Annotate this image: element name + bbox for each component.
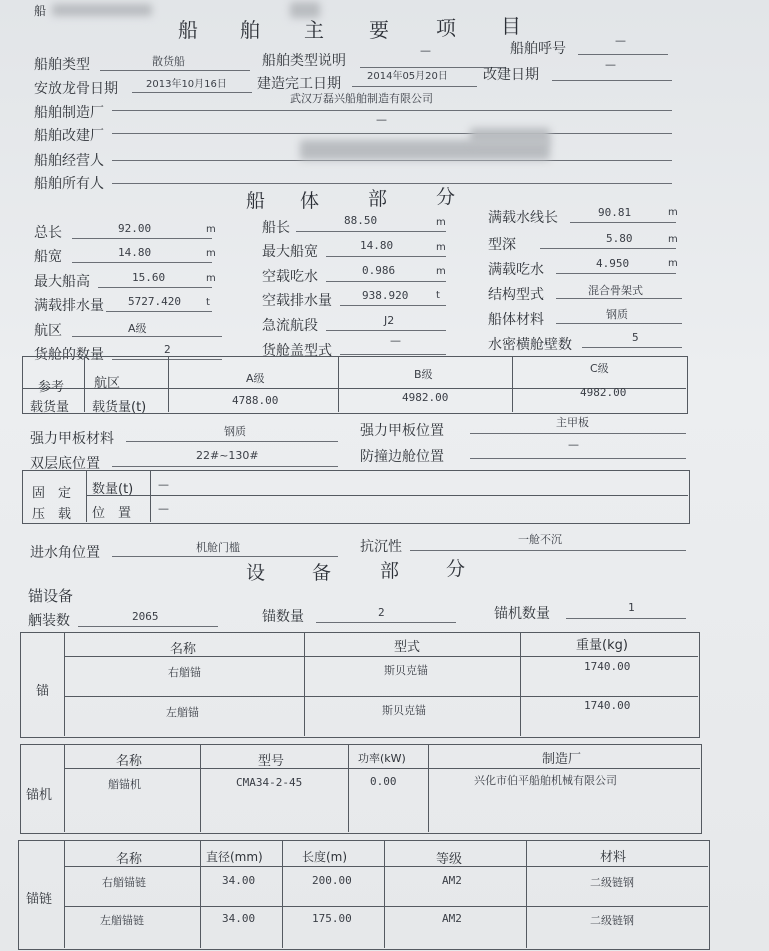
chain-header-material: 材料 (600, 850, 627, 865)
max-beam-label: 最大船宽 (262, 244, 318, 260)
anchor-side-label: 锚 (36, 684, 50, 699)
build-date-label: 建造完工日期 (257, 76, 341, 92)
rebuilder-label: 船舶改建厂 (34, 128, 104, 144)
chain-header-diameter: 直径(mm) (206, 850, 263, 864)
rebuild-date-value: — (605, 58, 616, 71)
material-label: 船体材料 (488, 312, 544, 328)
bulkhead-label: 水密横舱壁数 (488, 337, 572, 353)
keel-date-value: 2013年10月16日 (146, 79, 227, 90)
chain-side-label: 锚链 (26, 892, 53, 907)
structure-value: 混合骨架式 (588, 284, 643, 297)
rebuild-date-label: 改建日期 (483, 67, 539, 83)
light-displacement-label: 空载排水量 (262, 293, 332, 309)
height-label: 最大船高 (34, 274, 90, 290)
type-desc-label: 船舶类型说明 (262, 53, 346, 69)
outfit-number-label: 舾装数 (28, 613, 70, 629)
holds-value: 2 (164, 343, 171, 356)
chain-header-length: 长度(m) (302, 850, 348, 864)
light-draft-label: 空载吃水 (262, 269, 318, 285)
rapid-value: J2 (384, 314, 395, 327)
flood-angle-label: 进水角位置 (30, 545, 100, 561)
builder-label: 船舶制造厂 (34, 105, 104, 121)
light-displacement-value: 938.920 (362, 289, 409, 302)
windlass-header-name: 名称 (116, 754, 143, 769)
redacted-top (52, 4, 152, 16)
loa-value: 92.00 (118, 222, 152, 235)
length-value: 88.50 (344, 214, 378, 227)
chain-header-name: 名称 (116, 852, 143, 867)
cargo-col-b: B级 (414, 368, 433, 381)
depth-value: 5.80 (606, 232, 633, 245)
top-left-text: 船 (34, 4, 47, 18)
windlass-header-model: 型号 (258, 754, 285, 769)
anchor-header-weight: 重量(kg) (576, 638, 628, 653)
windlass-header-maker: 制造厂 (542, 752, 582, 767)
ship-type-value: 散货船 (152, 55, 185, 68)
cargo-zone-label: 航区 (94, 376, 121, 391)
deck-position-label: 强力甲板位置 (360, 423, 444, 439)
cargo-val-b: 4982.00 (402, 391, 449, 404)
collision-label: 防撞边舱位置 (360, 449, 444, 465)
anchor-equipment-heading: 锚设备 (28, 587, 74, 605)
area-value: A级 (128, 322, 147, 335)
full-draft-label: 满载吃水 (488, 262, 544, 278)
windlass-header-power: 功率(kW) (358, 752, 406, 765)
double-bottom-value: 22#~130# (196, 449, 259, 462)
anchor-header-type: 型式 (394, 640, 421, 655)
cargo-col-a: A级 (246, 372, 265, 385)
deck-material-value: 钢质 (224, 425, 246, 438)
hatch-value: — (390, 334, 401, 347)
beam-value: 14.80 (118, 246, 152, 259)
structure-label: 结构型式 (488, 287, 544, 303)
waterline-value: 90.81 (598, 206, 632, 219)
height-value: 15.60 (132, 271, 166, 284)
certificate-page: 船 船 舶 主 要 项 目 船舶类型 散货船 船舶类型说明 — 船舶呼号 — 安放龙骨日期 2013年10月16日 建造完工日期 2014年05月20日 改建日期 — 船舶制造厂 武汉万磊兴船舶制造有限公司 船舶改建厂 — 船舶经营人 船舶所有人 船 体 部 分 总长 92.00 m 船宽 14.80 m 最大船高 15.60 m 满载排水量 5727.420 t 航区 A级 货舱的数量 2 船长 88.50 m 最大船宽 14.80 m 空载吃水 0.986 m 空载排水量 938.920 t 急流航段 J2 货舱盖型式 — 满载水线长 90.81 m 型深 5.80 m 满载吃水 4.950 m 结构型式 混合骨架式 船体材料 钢质 水密横舱壁数 5 参考 载货量 航区 载货量(t) A级 B级 C级 4788.00 4982.00 4982.00 强力甲板材料 钢质 强力甲板位置 主甲板 双层底位置 22#~130# 防撞边舱位置 — 固 定 压 载 数量(t) — 位 置 — 进水角位置 机舱门槛 抗沉性 一舱不沉 设 备 部 分 锚设备 舾装数 2065 锚数量 2 锚机数量 1 锚 名称 型式 重量(kg) 右艏锚 斯贝克锚 1740.00 左艏锚 斯贝克锚 1740.00 锚机 名称 型号 功率(kW) 制造厂 艏锚机 CMA34-2-45 0.00 兴化市伯平船舶机械有限公司 锚链 名称 直径(mm) 长度(m) 等级 材料 右艏锚链 34.00 200.00 AM2 二级链钢 左艏锚链 34.00 175.00 AM2 二级链钢 (0, 0, 769, 951)
max-beam-value: 14.80 (360, 239, 394, 252)
ballast-qty-label: 数量(t) (92, 482, 134, 497)
area-label: 航区 (34, 323, 62, 339)
flood-angle-value: 机舱门槛 (196, 541, 240, 554)
unsinkable-value: 一舱不沉 (518, 533, 562, 546)
cargo-val-c: 4982.00 (580, 386, 627, 399)
chain-header-grade: 等级 (436, 852, 463, 867)
double-bottom-label: 双层底位置 (30, 456, 100, 472)
anchor-count-value: 2 (378, 606, 385, 619)
full-displacement-label: 满载排水量 (34, 298, 104, 314)
rapid-label: 急流航段 (262, 318, 318, 334)
ballast-pos-value: — (158, 502, 169, 515)
collision-value: — (568, 438, 579, 451)
callsign-label: 船舶呼号 (510, 41, 566, 57)
outfit-number-value: 2065 (132, 610, 159, 623)
windlass-count-label: 锚机数量 (494, 606, 550, 622)
length-label: 船长 (262, 220, 290, 236)
owner-label: 船舶所有人 (34, 176, 104, 192)
ballast-qty-value: — (158, 478, 169, 491)
deck-position-value: 主甲板 (556, 416, 589, 429)
rebuilder-value: — (376, 113, 387, 126)
bulkhead-value: 5 (632, 331, 639, 344)
cargo-load-label: 载货量(t) (92, 400, 147, 415)
deck-material-label: 强力甲板材料 (30, 431, 114, 447)
light-draft-value: 0.986 (362, 264, 396, 277)
type-desc-value: — (420, 44, 431, 57)
unsinkable-label: 抗沉性 (360, 539, 402, 555)
redacted-owner (470, 128, 550, 144)
windlass-side-label: 锚机 (26, 788, 53, 803)
waterline-label: 满载水线长 (488, 210, 558, 226)
operator-label: 船舶经营人 (34, 153, 104, 169)
builder-value: 武汉万磊兴船舶制造有限公司 (290, 92, 433, 105)
ballast-fixed-label: 固 定 (32, 486, 72, 501)
cargo-cargo-label: 载货量 (30, 400, 70, 415)
material-value: 钢质 (606, 308, 628, 321)
hatch-label: 货舱盖型式 (262, 343, 332, 359)
keel-date-label: 安放龙骨日期 (34, 81, 118, 97)
windlass-count-value: 1 (628, 601, 635, 614)
depth-label: 型深 (488, 237, 516, 253)
ballast-pos-label: 位 置 (92, 506, 132, 521)
ship-type-label: 船舶类型 (34, 57, 90, 73)
full-displacement-value: 5727.420 (128, 295, 181, 308)
build-date-value: 2014年05月20日 (367, 71, 448, 82)
ballast-press-label: 压 载 (32, 507, 72, 522)
cargo-col-c: C级 (590, 362, 609, 375)
callsign-value: — (615, 34, 626, 47)
holds-label: 货舱的数量 (34, 347, 104, 363)
cargo-ref-label: 参考 (38, 380, 65, 395)
anchor-header-name: 名称 (170, 642, 197, 657)
beam-label: 船宽 (34, 249, 62, 265)
cargo-val-a: 4788.00 (232, 394, 279, 407)
full-draft-value: 4.950 (596, 257, 630, 270)
loa-label: 总长 (34, 225, 62, 241)
anchor-count-label: 锚数量 (262, 609, 304, 625)
